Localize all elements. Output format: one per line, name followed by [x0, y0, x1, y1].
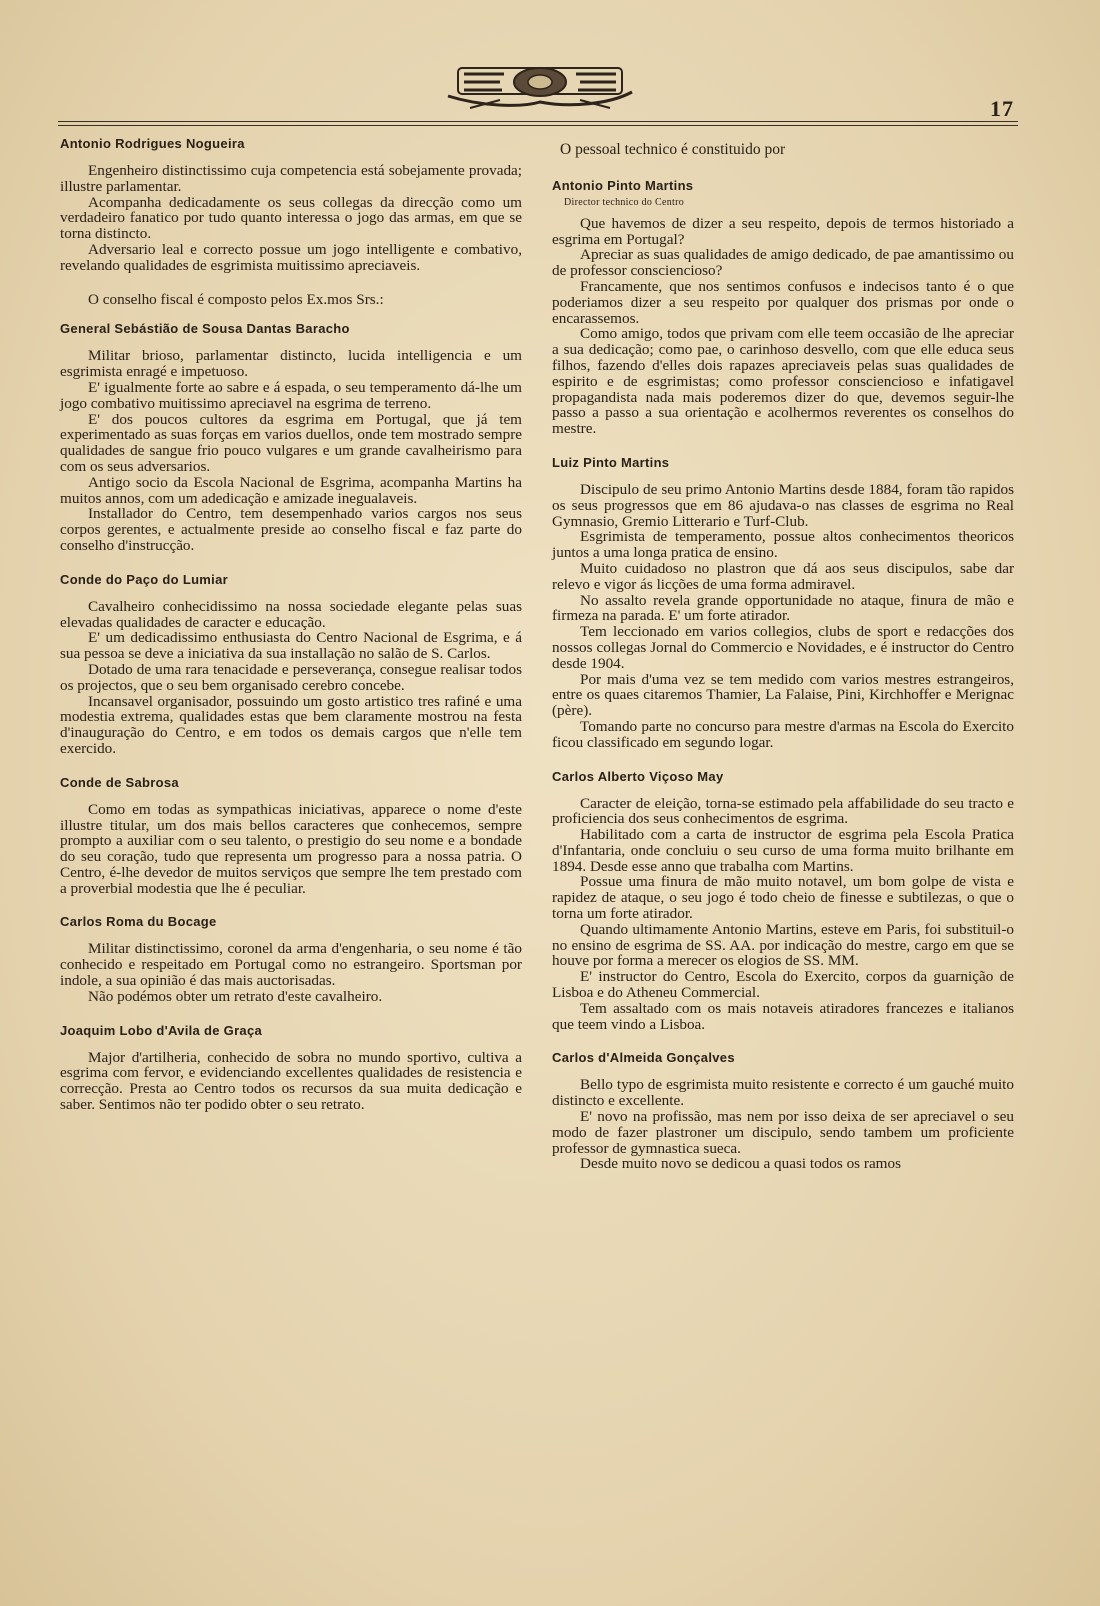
- paragraph: Dotado de uma rara tenacidade e perseverança, consegue realisar todos os projectos, que o seu bem organisado cerebro concebe.: [60, 660, 522, 694]
- paragraph: E' igualmente forte ao sabre e á espada, o seu temperamento dá-lhe um jogo combativo muitissimo apreciavel na esgrima de terreno.: [60, 378, 522, 412]
- paragraph: Esgrimista de temperamento, possue altos conhecimentos theoricos juntos a uma longa pratica de ensino.: [552, 528, 1014, 562]
- council-statement: O conselho fiscal é composto pelos Ex.mos Srs.:: [88, 290, 384, 308]
- paragraph: Desde muito novo se dedicou a quasi todos os ramos: [580, 1155, 901, 1173]
- paragraph: Acompanha dedicadamente os seus collegas da direcção como um verdadeiro fanatico por tudo quanto interessa o jogo das armas, em que se torna distincto.: [60, 193, 522, 243]
- section-heading: Antonio Rodrigues Nogueira: [60, 136, 245, 151]
- paragraph: Adversario leal e correcto possue um jogo intelligente e combativo, revelando qualidades de esgrimista muitissimo apreciaveis.: [60, 240, 522, 274]
- profile-section: [552, 769, 1014, 1033]
- section-heading: Carlos d'Almeida Gonçalves: [552, 1050, 735, 1066]
- section-heading: Luiz Pinto Martins: [552, 454, 670, 470]
- page-number: 17: [990, 96, 1014, 121]
- section-heading: Conde do Paço do Lumiar: [60, 571, 228, 587]
- profile-section: [60, 572, 522, 757]
- right-column: [552, 136, 1014, 1190]
- section-heading: Carlos Alberto Viçoso May: [552, 768, 724, 784]
- paragraph: No assalto revela grande opportunidade no ataque, finura de mão e firmeza na parada. E' um forte atirador.: [552, 591, 1014, 625]
- paragraph: Antigo socio da Escola Nacional de Esgrima, acompanha Martins ha muitos annos, com um adedicação e amizade inegualaveis.: [60, 473, 522, 507]
- profile-section: [60, 1023, 522, 1113]
- staff-lead: O pessoal technico é constituido por: [560, 141, 786, 158]
- paragraph: Como amigo, todos que privam com elle teem occasião de lhe apreciar a sua dedicação; como pae, o carinhoso desvello, com que elle educa seus filhos, fazendo d'elles dois rapazes apreciaveis pelas suas qualidades de espirito e de esgrimistas; como professor consciencioso e infatigavel propagandista nada mais poderemos dizer do que, devemos seguir-lhe passo a passo a sua orientação e acolhermos reverentes os conselhos do mestre.: [552, 325, 1014, 438]
- paragraph: Installador do Centro, tem desempenhado varios cargos nos seus corpos gerentes, e actualmente preside ao conselho fiscal e faz parte do conselho d'instrucção.: [60, 505, 522, 554]
- left-column: [60, 136, 522, 1131]
- section-heading: Carlos Roma du Bocage: [60, 914, 217, 930]
- paragraph: Cavalheiro conhecidissimo na nossa sociedade elegante pelas suas elevadas qualidades de caracter e educação.: [60, 597, 522, 631]
- paragraph: Muito cuidadoso no plastron que dá aos seus discipulos, sabe dar relevo e vigor ás licções de uma forma admiravel.: [552, 559, 1014, 593]
- section-heading: Joaquim Lobo d'Avila de Graça: [60, 1022, 263, 1038]
- profile-section: [552, 1050, 1014, 1172]
- paragraph: Militar distinctissimo, coronel da arma d'engenharia, o seu nome é tão conhecido e respeitado em Portugal como no estrangeiro. Sportsman por indole, a sua opinião é das mais auctorisadas.: [60, 940, 522, 990]
- paragraph: Incansavel organisador, possuindo um gosto artistico tres rafiné e uma modestia extrema, qualidades estas que bem claramente mostrou na festa d'inauguração do Centro, e em todos os demais cargos que n'elle tem exercido.: [60, 692, 522, 757]
- section-heading: Antonio Pinto Martins: [552, 177, 694, 193]
- tiro-e-sport-masthead-icon: [440, 62, 640, 110]
- profile-section: [60, 775, 522, 897]
- profile-section: [552, 178, 1014, 437]
- header-rule: [58, 121, 1018, 122]
- paragraph: E' um dedicadissimo enthusiasta do Centro Nacional de Esgrima, e á sua pessoa se deve a iniciativa da sua installação no salão de S. Carlos.: [60, 629, 522, 663]
- paragraph: E' novo na profissão, mas nem por isso deixa de ser apreciavel o seu modo de fazer plastroner um discipulo, sendo tambem um proficiente professor de gymnastica sueca.: [552, 1108, 1014, 1157]
- paragraph: E' instructor do Centro, Escola do Exercito, corpos da guarnição de Lisboa e do Atheneu Commercial.: [552, 968, 1014, 1002]
- paragraph: E' dos poucos cultores da esgrima em Portugal, que já tem experimentado as suas forças em varios duellos, onde tem mostrado sempre qualidades de sangue frio pouco vulgares e um grande cavalheirismo para com os seus adversarios.: [60, 410, 522, 475]
- paragraph: Francamente, que nos sentimos confusos e indecisos tanto é o que poderiamos dizer a seu respeito por qualquer dos prismas por onde o encarassemos.: [552, 277, 1014, 327]
- profile-section: [552, 455, 1014, 751]
- paragraph: Discipulo de seu primo Antonio Martins desde 1884, foram tão rapidos os seus progressos que em 86 ajudava-o nas classes de esgrima no Real Gymnasio, Gremio Litterario e Turf-Club.: [552, 480, 1014, 530]
- paragraph: Engenheiro distinctissimo cuja competencia está sobejamente provada; illustre parlamentar.: [60, 162, 522, 195]
- paragraph: Quando ultimamente Antonio Martins, esteve em Paris, foi substituil-o no ensino de esgrima de SS. AA. por indicação do mestre, cargo em que se houve por forma a merecer os elogios de SS. MM.: [552, 920, 1014, 970]
- paragraph: Major d'artilheria, conhecido de sobra no mundo sportivo, cultiva a esgrima com fervor, e evidenciando excellentes qualidades de resistencia e correcção. Presta ao Centro todos os recursos da sua muita dedicação e saber. Sentimos não ter podido obter o seu retrato.: [60, 1048, 522, 1114]
- profile-section: [60, 136, 522, 274]
- paragraph: Que havemos de dizer a seu respeito, depois de termos historiado a esgrima em Portugal?: [552, 214, 1014, 248]
- paragraph: Bello typo de esgrimista muito resistente e correcto é um gauché muito distincto e excellente.: [552, 1076, 1014, 1110]
- profile-section: [60, 321, 522, 553]
- paragraph: Como em todas as sympathicas iniciativas, apparece o nome d'este illustre titular, um dos mais bellos caracteres que conhecemos, sempre prompto a auxiliar com o seu talento, o prestigio do seu nome e a bondade do seu coração, tudo que representa um progresso para a nossa patria. O Centro, é-lhe devedor de muitos serviços que sempre lhe tem prestado com a proverbial modestia que lhe é peculiar.: [60, 800, 522, 897]
- section-subheading: Director technico do Centro: [564, 196, 685, 208]
- header-rule: [58, 125, 1018, 126]
- paragraph: Militar brioso, parlamentar distincto, lucida intelligencia e um esgrimista enragé e impetuoso.: [60, 347, 522, 381]
- paragraph: Caracter de eleição, torna-se estimado pela affabilidade do seu tracto e proficiencia dos seus conhecimentos de esgrima.: [552, 794, 1014, 828]
- paragraph: Tem leccionado em varios collegios, clubs de sport e redacções dos nossos collegas Jornal do Commercio e Novidades, e é instructor do Centro desde 1904.: [552, 623, 1014, 672]
- paragraph: Não podémos obter um retrato d'este cavalheiro.: [88, 987, 383, 1005]
- profile-section: [60, 914, 522, 1004]
- paragraph: Habilitado com a carta de instructor de esgrima pela Escola Pratica d'Infantaria, onde concluiu o seu curso de uma forma muito brilhante em 1894. Desde esse anno que trabalha com Martins.: [552, 826, 1014, 875]
- paragraph: Tem assaltado com os mais notaveis atiradores francezes e italianos que teem vindo a Lisboa.: [552, 999, 1014, 1033]
- section-heading: General Sebástião de Sousa Dantas Baracho: [60, 321, 350, 337]
- paragraph: Possue uma finura de mão muito notavel, um bom golpe de vista e rapidez de ataque, o seu jogo é todo cheio de finesse e subtilezas, o que o torna um forte atirador.: [552, 873, 1014, 923]
- paragraph: Tomando parte no concurso para mestre d'armas na Escola do Exercito ficou classificado em segundo logar.: [552, 717, 1014, 751]
- paragraph: Apreciar as suas qualidades de amigo dedicado, de pae amantissimo ou de professor consciencioso?: [552, 246, 1014, 280]
- section-heading: Conde de Sabrosa: [60, 774, 179, 790]
- paragraph: Por mais d'uma vez se tem medido com varios mestres estrangeiros, entre os quaes citaremos Thamier, La Falaise, Pini, Kirchhoffer e Merignac (père).: [552, 670, 1014, 720]
- masthead-logo: [440, 62, 640, 110]
